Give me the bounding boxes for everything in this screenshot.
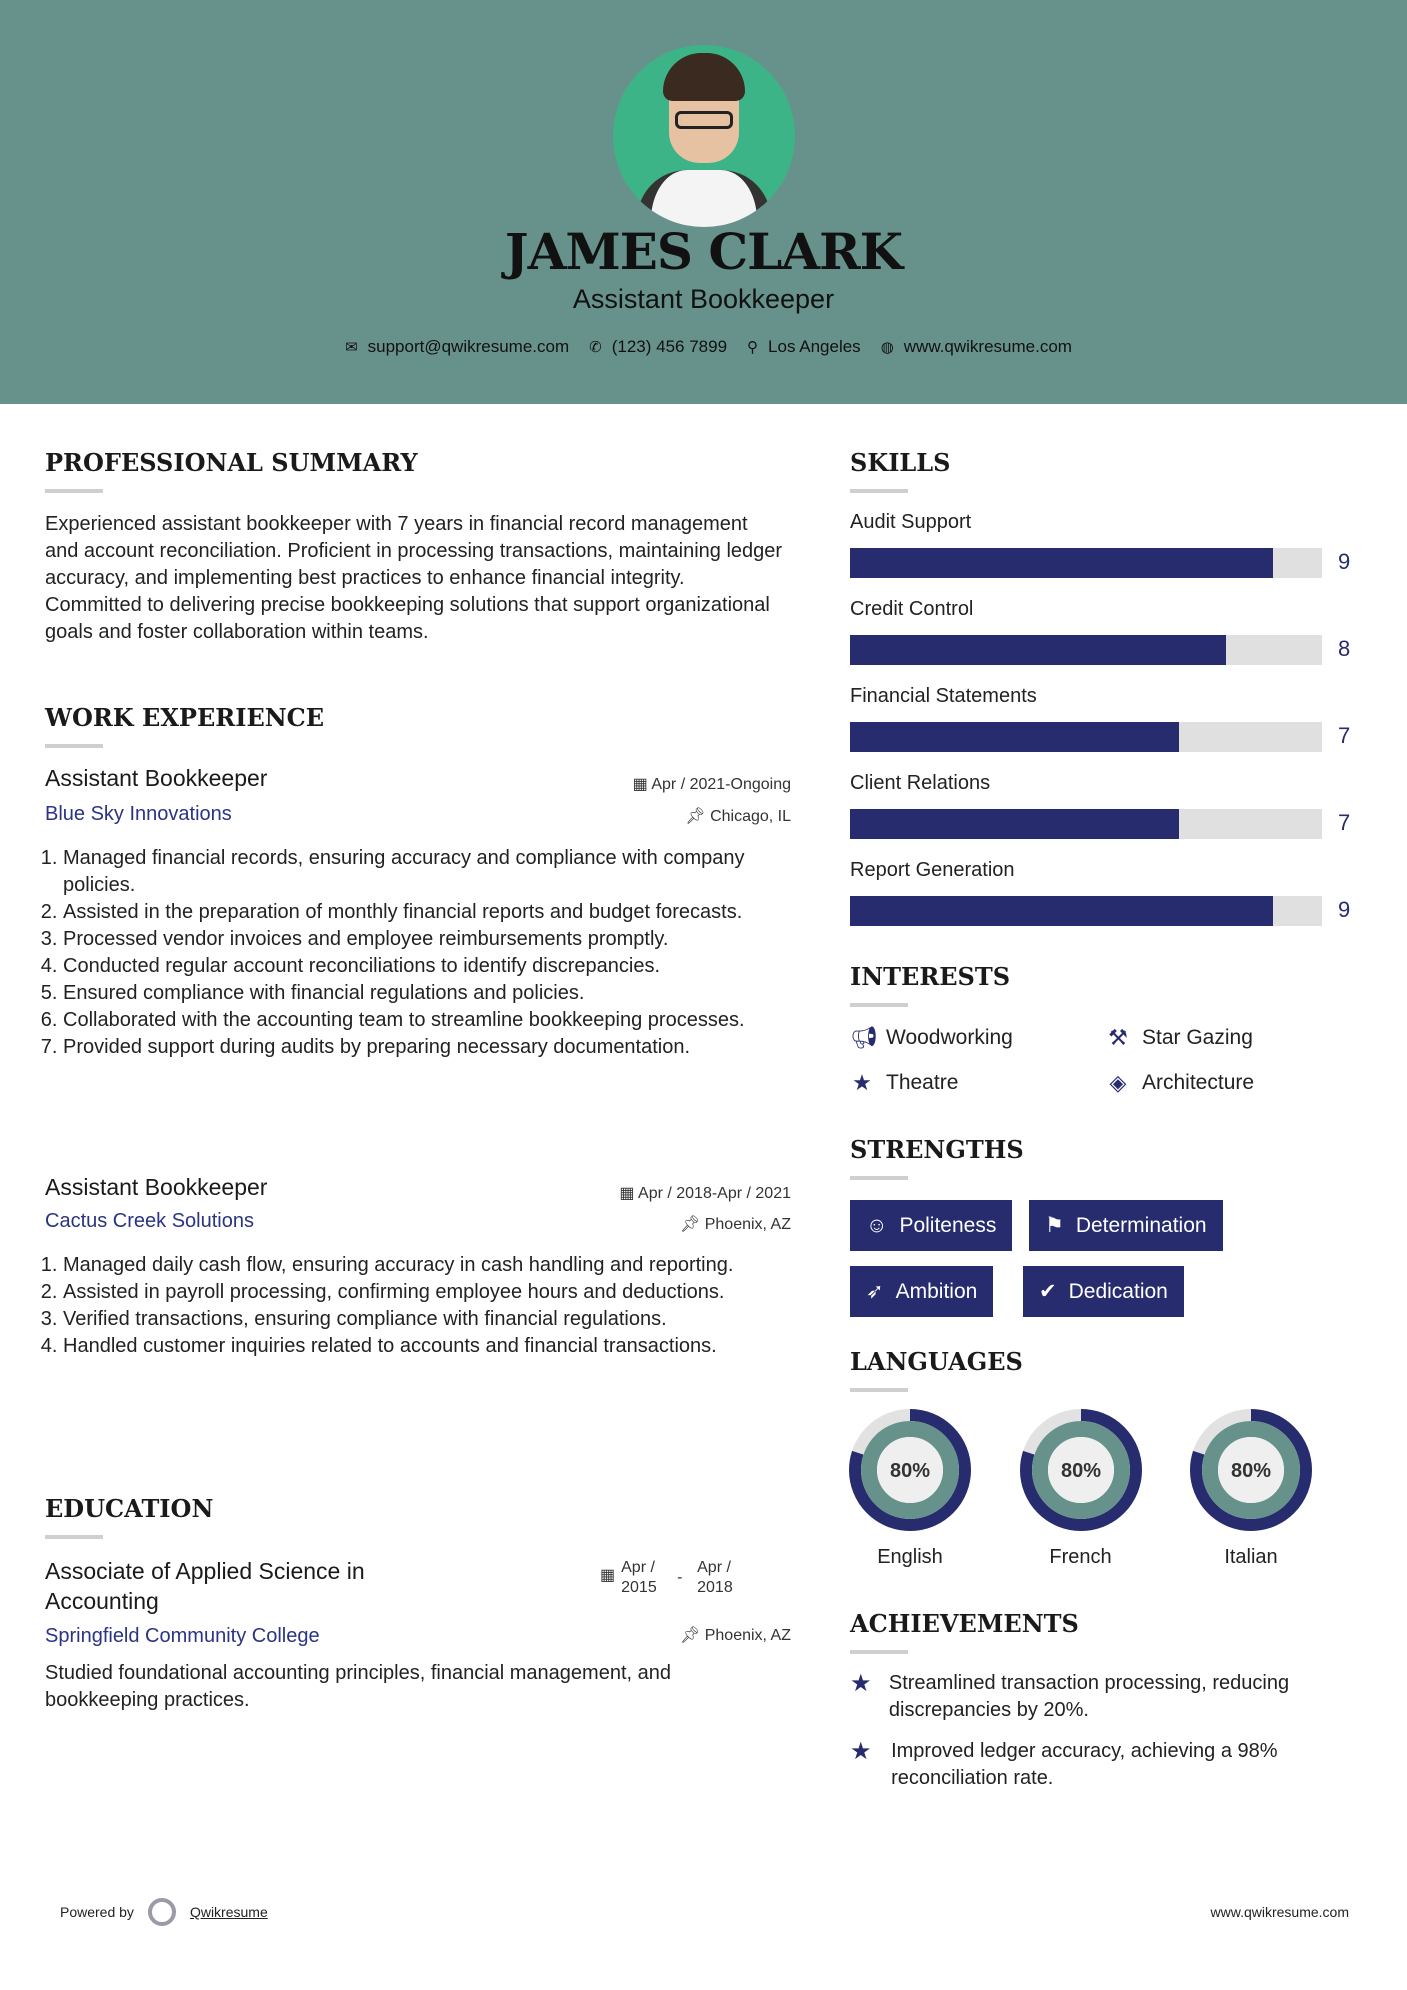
language-percent: 80% <box>889 1460 931 1482</box>
location: Los Angeles <box>768 337 861 356</box>
school-name: Springfield Community College <box>45 1625 320 1647</box>
pin-icon: 📌︎ <box>685 808 711 825</box>
calendar-icon: ▦ <box>600 1567 616 1584</box>
section-title-languages: LANGUAGES <box>850 1347 1023 1392</box>
star-badge-icon: ★ <box>850 1670 872 1697</box>
email[interactable]: support@qwikresume.com <box>367 337 570 356</box>
company-name: Blue Sky Innovations <box>45 803 232 825</box>
skill-bar <box>850 809 1322 839</box>
job-bullet: 5. Ensured compliance with financial regulations and policies. <box>63 980 795 1007</box>
job-title: Assistant Bookkeeper <box>45 1174 268 1200</box>
job-location: 📌︎ Chicago, IL <box>685 808 791 825</box>
interest-item: 📢︎ Woodworking <box>850 1025 1013 1050</box>
footer-website[interactable]: www.qwikresume.com <box>1210 1904 1349 1920</box>
degree-title: Associate of Applied Science in Accounting <box>45 1558 365 1614</box>
ticket-icon: ◈ <box>1109 1070 1127 1095</box>
strength-badge: ✔ Dedication <box>1023 1266 1184 1317</box>
language-percent: 80% <box>1060 1460 1101 1482</box>
section-title-interests: INTERESTS <box>850 962 1010 1007</box>
job-bullets <box>45 1252 795 1360</box>
education-location: 📌︎ Phoenix, AZ <box>679 1627 791 1644</box>
job-bullet: 7. Provided support during audits by preparing necessary documentation. <box>63 1034 795 1061</box>
strength-badge: ➶ Ambition <box>850 1266 993 1317</box>
language-name: French <box>1049 1546 1112 1568</box>
strength-badge: ⚑ Determination <box>1029 1200 1223 1251</box>
job-bullet: 3. Processed vendor invoices and employee reimbursements promptly. <box>63 926 795 953</box>
candidate-title: Assistant Bookkeeper <box>572 284 835 314</box>
interest-item: ★ Theatre <box>850 1070 958 1096</box>
language-donut <box>1186 1405 1316 1535</box>
skill-bar-fill <box>850 635 1226 665</box>
megaphone-icon: 📢︎ <box>850 1025 878 1050</box>
language-donut <box>845 1405 975 1535</box>
language-name: Italian <box>1224 1546 1278 1568</box>
skill-bar-fill <box>850 722 1179 752</box>
job-bullet: 2. Assisted in payroll processing, confirming employee hours and deductions. <box>63 1279 795 1306</box>
job-bullets <box>45 845 795 1061</box>
rocket-icon: ➶ <box>866 1280 884 1303</box>
company-name: Cactus Creek Solutions <box>45 1210 254 1232</box>
job-bullet: 6. Collaborated with the accounting team to streamline bookkeeping processes. <box>63 1007 795 1034</box>
skill-bar <box>850 548 1322 578</box>
section-title-achievements: ACHIEVEMENTS <box>850 1609 1079 1654</box>
achievement-item: ★ Improved ledger accuracy, achieving a 98% reconciliation rate. <box>850 1738 1360 1792</box>
powered-by-label: Powered by <box>60 1904 134 1920</box>
job-bullet: 4. Handled customer inquiries related to accounts and financial transactions. <box>63 1333 795 1360</box>
job-location: 📌︎ Phoenix, AZ <box>679 1216 791 1233</box>
footer-powered-by <box>60 1898 268 1926</box>
job-bullet: 4. Conducted regular account reconciliations to identify discrepancies. <box>63 953 795 980</box>
strength-badge: ☺ Politeness <box>850 1200 1012 1251</box>
education-description: Studied foundational accounting principles, financial management, and bookkeeping practices. <box>45 1662 671 1711</box>
star-icon: ★ <box>852 1070 872 1095</box>
pin-icon: 📌︎ <box>679 1216 705 1233</box>
candidate-name: JAMES CLARK <box>504 222 903 281</box>
achievement-item: ★ Streamlined transaction processing, reducing discrepancies by 20%. <box>850 1670 1360 1724</box>
job-dates: ▦ Apr / 2018-Apr / 2021 <box>619 1185 791 1202</box>
phone-icon: ✆ <box>589 339 602 356</box>
section-title-skills: SKILLS <box>850 448 951 493</box>
contact-bar <box>0 337 1407 357</box>
skill-bar <box>850 722 1322 752</box>
pin-icon: 📌︎ <box>679 1627 705 1644</box>
language-percent: 80% <box>1230 1460 1272 1482</box>
interest-item: ⚒ Star Gazing <box>1106 1025 1253 1051</box>
calendar-icon: ▦ <box>619 1185 639 1202</box>
skill-name: Credit Control <box>850 598 974 620</box>
calendar-icon: ▦ <box>632 776 652 793</box>
gavel-icon: ⚒ <box>1108 1025 1128 1050</box>
smile-icon: ☺ <box>866 1213 888 1237</box>
education-dates: ▦ Apr / 2015 - Apr / 2018 <box>600 1559 733 1596</box>
skill-name: Financial Statements <box>850 685 1037 707</box>
skill-level: 9 <box>1338 549 1351 574</box>
website[interactable]: www.qwikresume.com <box>903 337 1072 356</box>
job-bullet: 2. Assisted in the preparation of monthly financial reports and budget forecasts. <box>63 899 795 926</box>
job-title: Assistant Bookkeeper <box>45 765 268 791</box>
skill-bar <box>850 635 1322 665</box>
skill-bar-fill <box>850 896 1273 926</box>
check-circle-icon: ✔ <box>1039 1280 1057 1303</box>
skill-bar-fill <box>850 548 1273 578</box>
job-dates: ▦ Apr / 2021-Ongoing <box>632 776 791 793</box>
profile-photo <box>613 45 795 227</box>
skill-name: Audit Support <box>850 511 972 533</box>
skill-name: Client Relations <box>850 772 991 794</box>
resume-header <box>0 0 1407 404</box>
job-bullet: 1. Managed financial records, ensuring accuracy and compliance with company policies. <box>63 845 795 899</box>
section-title-education: EDUCATION <box>45 1494 213 1539</box>
phone: (123) 456 7899 <box>611 337 728 356</box>
skill-bar <box>850 896 1322 926</box>
section-title-experience: WORK EXPERIENCE <box>45 703 324 748</box>
job-bullet: 1. Managed daily cash flow, ensuring accuracy in cash handling and reporting. <box>63 1252 795 1279</box>
star-badge-icon: ★ <box>850 1738 872 1765</box>
globe-icon: ◍ <box>880 339 894 356</box>
language-name: English <box>877 1546 943 1568</box>
map-pin-icon: ⚲ <box>747 339 759 356</box>
job-bullet: 3. Verified transactions, ensuring compliance with financial regulations. <box>63 1306 795 1333</box>
envelope-icon: ✉ <box>345 339 358 356</box>
flag-icon: ⚑ <box>1045 1214 1064 1237</box>
section-title-strengths: STRENGTHS <box>850 1135 1024 1180</box>
skill-level: 8 <box>1338 636 1351 661</box>
qwikresume-logo-icon <box>148 1898 176 1926</box>
skill-level: 9 <box>1338 897 1351 922</box>
qwikresume-link[interactable]: Qwikresume <box>189 1904 268 1920</box>
skill-level: 7 <box>1338 723 1351 748</box>
language-donut <box>1016 1405 1146 1535</box>
summary-text: Experienced assistant bookkeeper with 7 years in financial record management and account reconciliation. Proficient in processing transactions, maintaining ledger accuracy, and implementing best practices to enhance financial integrity. Committed to delivering precise bookkeeping solutions that support organizational goals and foster collaboration within teams. <box>45 513 783 643</box>
skill-bar-fill <box>850 809 1179 839</box>
skill-level: 7 <box>1338 810 1351 835</box>
interest-item: ◈ Architecture <box>1106 1070 1254 1096</box>
skill-name: Report Generation <box>850 859 1015 881</box>
section-title-summary: PROFESSIONAL SUMMARY <box>45 448 418 493</box>
